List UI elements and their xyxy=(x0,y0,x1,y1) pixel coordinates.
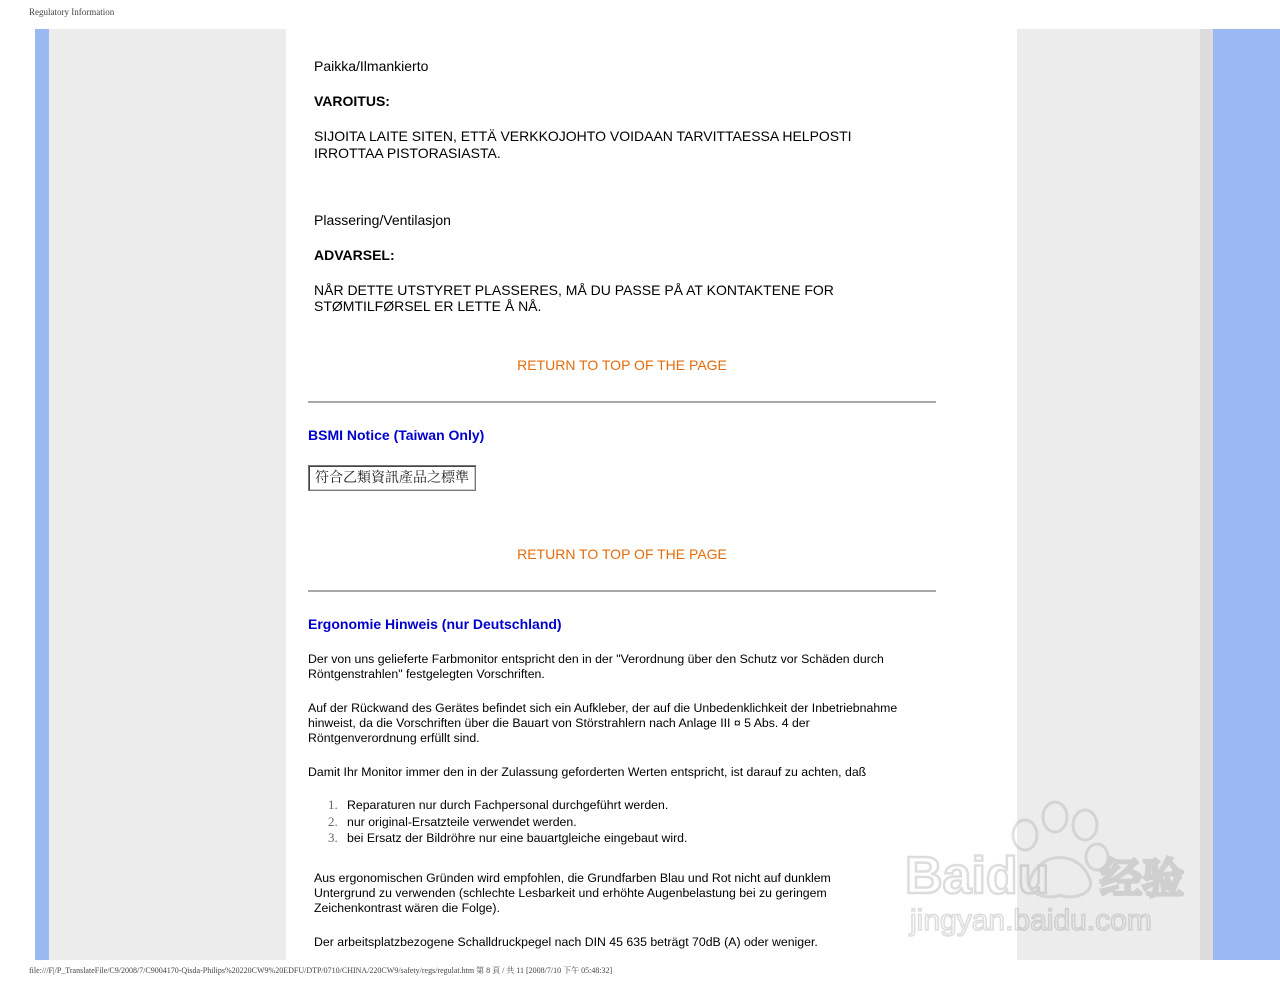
right-gray-margin xyxy=(1017,29,1213,960)
ergonomie-heading: Ergonomie Hinweis (nur Deutschland) xyxy=(308,616,562,632)
ergonomie-paragraph-2-line3: Röntgenverordnung erfüllt sind. xyxy=(308,731,480,745)
left-blue-border xyxy=(35,29,49,960)
right-divider xyxy=(1200,29,1213,960)
right-blue-border xyxy=(1213,29,1280,960)
ergonomie-paragraph-4-line1: Aus ergonomischen Gründen wird empfohlen, die Grundfarben Blau und Rot nicht auf dunklem xyxy=(314,871,831,885)
ergonomie-paragraph-5: Der arbeitsplatzbezogene Schalldruckpegel nach DIN 45 635 beträgt 70dB (A) oder weniger. xyxy=(314,935,818,949)
list-item-number: 1. xyxy=(328,797,338,812)
finnish-warning-line1: SIJOITA LAITE SITEN, ETTÄ VERKKOJOHTO VOIDAAN TARVITTAESSA HELPOSTI xyxy=(314,128,852,144)
ergonomie-paragraph-1-line1: Der von uns gelieferte Farbmonitor entspricht den in der "Verordnung über den Schutz vor Schäden durch xyxy=(308,652,884,666)
norwegian-warning-line1: NÅR DETTE UTSTYRET PLASSERES, MÅ DU PASSE PÅ AT KONTAKTENE FOR xyxy=(314,282,834,298)
list-item-text: bei Ersatz der Bildröhre nur eine bauartgleiche eingebaut wird. xyxy=(347,831,688,845)
left-gray-margin xyxy=(49,29,286,960)
norwegian-title: Plassering/Ventilasjon xyxy=(314,212,451,228)
finnish-title: Paikka/Ilmankierto xyxy=(314,58,429,74)
list-item xyxy=(328,814,687,831)
ergonomie-paragraph-2-line2: hinweist, da die Vorschriften über die Bauart von Störstrahlern nach Anlage III ¤ 5 Abs. 4 der xyxy=(308,716,810,730)
ergonomie-paragraph-3: Damit Ihr Monitor immer den in der Zulassung geforderten Werten entspricht, ist darauf zu achten, daß xyxy=(308,765,867,779)
bsmi-heading: BSMI Notice (Taiwan Only) xyxy=(308,427,485,443)
watermark-brand: Baidu xyxy=(905,847,1050,905)
ergonomie-paragraph-2-line1: Auf der Rückwand des Gerätes befindet sich ein Aufkleber, der auf die Unbedenklichkeit der Inbetriebnahme xyxy=(308,701,898,715)
print-footer: file:///F|/P_TranslateFile/C9/2008/7/C9004170-Qisda-Philips%20220CW9%20EDFU/DTP/0710/CHINA/220CW9/safety/regs/regulat.htm 第 8 頁 / 共 11 [2008/7/10 下午 05:48:32] xyxy=(29,966,613,975)
norwegian-warning-line2: STØMTILFØRSEL ER LETTE Å NÅ. xyxy=(314,298,542,314)
bsmi-label-image: 符合乙類資訊產品之標準 xyxy=(308,465,476,491)
print-header: Regulatory Information xyxy=(29,7,115,17)
ergonomie-paragraph-4-line3: Zeichenkontrast wären die Folge). xyxy=(314,901,500,915)
norwegian-warning-label: ADVARSEL: xyxy=(314,247,395,263)
watermark-url: jingyan.baidu.com xyxy=(910,904,1152,937)
ergonomie-paragraph-1-line2: Röntgenstrahlen" festgelegten Vorschriften. xyxy=(308,667,545,681)
finnish-warning-label: VAROITUS: xyxy=(314,93,390,109)
section-divider xyxy=(308,590,936,592)
list-item-text: nur original-Ersatzteile verwendet werden. xyxy=(347,814,577,829)
watermark-brand-cn: 经验 xyxy=(1100,854,1185,903)
list-item xyxy=(328,830,687,847)
return-to-top-link[interactable]: RETURN TO TOP OF THE PAGE xyxy=(517,357,727,373)
list-item-number: 2. xyxy=(328,813,338,829)
ergonomie-paragraph-4-line2: Untergrund zu verwenden (schlechte Lesbarkeit und erhöhte Augenbelastung bei zu geringem xyxy=(314,886,827,900)
section-divider xyxy=(308,401,936,403)
finnish-warning-line2: IRROTTAA PISTORASIASTA. xyxy=(314,145,501,161)
list-item-text: Reparaturen nur durch Fachpersonal durchgeführt werden. xyxy=(347,798,669,812)
list-item-number: 3. xyxy=(328,830,338,845)
ergonomie-requirements-list xyxy=(328,797,687,847)
list-item xyxy=(328,797,687,814)
return-to-top-link[interactable]: RETURN TO TOP OF THE PAGE xyxy=(517,546,727,562)
